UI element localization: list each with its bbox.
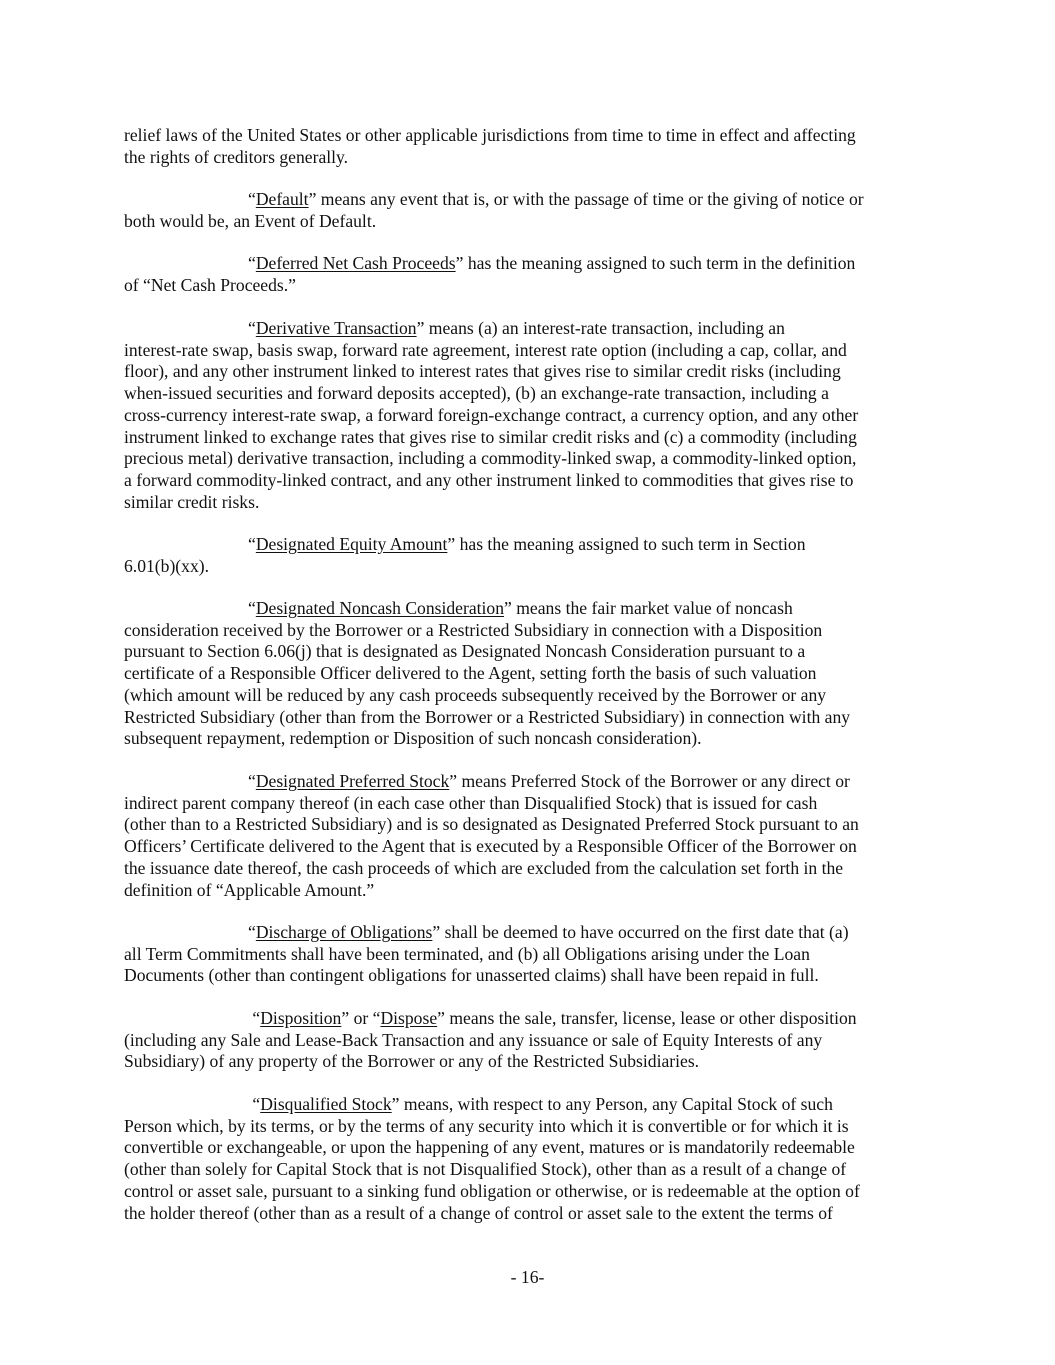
text-line: relief laws of the United States or other applicable jurisdictions from time to time in effect and affecting bbox=[124, 125, 856, 145]
definition-text: means, with respect to any Person, any Capital Stock of such bbox=[399, 1094, 833, 1114]
definition-lead-line bbox=[124, 253, 930, 275]
definition-default bbox=[124, 189, 930, 232]
defined-term: Disposition bbox=[260, 1008, 342, 1028]
definition-lead-line bbox=[124, 1094, 930, 1116]
open-quote: “ bbox=[248, 253, 256, 273]
defined-term: Designated Noncash Consideration bbox=[255, 598, 505, 618]
text-line: subsequent repayment, redemption or Disposition of such noncash consideration). bbox=[124, 728, 702, 749]
text-line: (other than solely for Capital Stock that is not Disqualified Stock), other than as a result of a change of bbox=[124, 1159, 847, 1180]
close-quote: ” bbox=[437, 1008, 445, 1028]
open-quote: “ bbox=[248, 1094, 261, 1114]
definition-lead-line bbox=[124, 1008, 930, 1030]
text-line: convertible or exchangeable, or upon the happening of any event, matures or is mandatorily redeemable bbox=[124, 1137, 855, 1158]
text-line: floor), and any other instrument linked to interest rates that gives rise to similar credit risks (including bbox=[124, 361, 841, 382]
text-line: of “Net Cash Proceeds.” bbox=[124, 274, 296, 295]
text-line: Restricted Subsidiary (other than from the Borrower or a Restricted Subsidiary) in connection with any bbox=[124, 706, 851, 727]
page-number: - 16- bbox=[510, 1267, 545, 1287]
text-line: 6.01(b)(xx). bbox=[124, 555, 210, 576]
text-line: (including any Sale and Lease-Back Transaction and any issuance or sale of Equity Interests of any bbox=[124, 1029, 823, 1050]
text-line: certificate of a Responsible Officer delivered to the Agent, setting forth the basis of such valuation bbox=[124, 663, 817, 684]
text-line: all Term Commitments shall have been terminated, and (b) all Obligations arising under the Loan bbox=[124, 943, 810, 964]
text-line: instrument linked to exchange rates that gives rise to similar credit risks and (c) a commodity (including bbox=[124, 426, 857, 447]
text-line: (which amount will be reduced by any cash proceeds subsequently received by the Borrower or any bbox=[124, 684, 827, 705]
text-line: consideration received by the Borrower or a Restricted Subsidiary in connection with a Disposition bbox=[124, 619, 823, 640]
open-quote: “ bbox=[248, 534, 256, 554]
close-quote: ” bbox=[391, 1094, 400, 1114]
definition-designated-noncash-consideration bbox=[124, 598, 930, 750]
definition-text: means any event that is, or with the passage of time or the giving of notice or bbox=[316, 189, 864, 209]
close-quote: ” bbox=[504, 598, 512, 618]
defined-term: Dispose bbox=[380, 1008, 438, 1028]
definition-derivative-transaction bbox=[124, 318, 930, 513]
definition-text: has the meaning assigned to such term in Section bbox=[455, 534, 806, 554]
text-line: Documents (other than contingent obligations for unasserted claims) shall have been repaid in full. bbox=[124, 965, 819, 986]
text-line: the issuance date thereof, the cash proceeds of which are excluded from the calculation set forth in the bbox=[124, 857, 844, 878]
defined-term: Designated Equity Amount bbox=[255, 534, 448, 554]
defined-term: Deferred Net Cash Proceeds bbox=[255, 253, 456, 273]
close-quote: ” bbox=[308, 189, 317, 209]
text-line: (other than to a Restricted Subsidiary) and is so designated as Designated Preferred Stock pursuant to an bbox=[124, 814, 859, 835]
text-line: cross-currency interest-rate swap, a forward foreign-exchange contract, a currency option, and any other bbox=[124, 404, 859, 425]
paragraph-relief-laws bbox=[124, 125, 930, 168]
text-line: control or asset sale, pursuant to a sinking fund obligation or otherwise, or is redeemable at the option of bbox=[124, 1180, 860, 1201]
text-line: the rights of creditors generally. bbox=[124, 146, 349, 167]
open-quote: “ bbox=[248, 189, 256, 209]
definition-deferred-net-cash-proceeds bbox=[124, 253, 930, 296]
open-quote: “ bbox=[248, 1008, 261, 1028]
definition-lead-line bbox=[124, 534, 930, 556]
text-line: a forward commodity-linked contract, and any other instrument linked to commodities that gives rise to bbox=[124, 469, 854, 490]
definition-lead-line bbox=[124, 922, 930, 944]
definition-discharge-of-obligations bbox=[124, 922, 930, 987]
definition-text: has the meaning assigned to such term in the definition bbox=[463, 253, 856, 273]
definition-designated-equity-amount bbox=[124, 534, 930, 577]
definition-text: means the fair market value of noncash bbox=[511, 598, 793, 618]
text-line: Officers’ Certificate delivered to the Agent that is executed by a Responsible Officer of the Borrower on bbox=[124, 836, 857, 857]
close-quote: ” bbox=[416, 318, 425, 338]
open-quote: “ bbox=[248, 922, 256, 942]
definition-text: means the sale, transfer, license, lease or other disposition bbox=[444, 1008, 857, 1028]
connector-text: or “ bbox=[349, 1008, 381, 1028]
text-line: both would be, an Event of Default. bbox=[124, 210, 377, 231]
text-line: interest-rate swap, basis swap, forward rate agreement, interest rate option (including a cap, collar, and bbox=[124, 339, 847, 360]
text-line: the holder thereof (other than as a result of a change of control or asset sale to the extent the terms of bbox=[124, 1202, 833, 1223]
definition-lead-line bbox=[124, 318, 930, 340]
text-line: Subsidiary) of any property of the Borrower or any of the Restricted Subsidiaries. bbox=[124, 1051, 700, 1072]
close-quote: ” bbox=[449, 771, 458, 791]
text-line: definition of “Applicable Amount.” bbox=[124, 879, 375, 900]
definition-text: means (a) an interest-rate transaction, including an bbox=[424, 318, 785, 338]
definition-lead-line bbox=[124, 189, 930, 211]
defined-term: Derivative Transaction bbox=[255, 318, 417, 338]
defined-term: Discharge of Obligations bbox=[255, 922, 433, 942]
open-quote: “ bbox=[248, 318, 256, 338]
text-line: when-issued securities and forward deposits accepted), (b) an exchange-rate transaction, including a bbox=[124, 383, 829, 404]
defined-term: Designated Preferred Stock bbox=[255, 771, 450, 791]
definition-lead-line bbox=[124, 598, 930, 620]
text-line: pursuant to Section 6.06(j) that is designated as Designated Noncash Consideration pursuant to a bbox=[124, 641, 806, 662]
definition-lead-line bbox=[124, 771, 930, 793]
open-quote: “ bbox=[248, 771, 256, 791]
text-line: similar credit risks. bbox=[124, 491, 260, 512]
definition-disqualified-stock bbox=[124, 1094, 930, 1224]
definition-disposition bbox=[124, 1008, 930, 1073]
text-line: Person which, by its terms, or by the terms of any security into which it is convertible or for which it is bbox=[124, 1115, 849, 1136]
definition-designated-preferred-stock bbox=[124, 771, 930, 901]
close-quote: ” bbox=[341, 1008, 350, 1028]
definition-text: means Preferred Stock of the Borrower or any direct or bbox=[457, 771, 850, 791]
defined-term: Default bbox=[255, 189, 309, 209]
definition-text: shall be deemed to have occurred on the first date that (a) bbox=[440, 922, 849, 942]
close-quote: ” bbox=[455, 253, 464, 273]
close-quote: ” bbox=[432, 922, 441, 942]
text-line: indirect parent company thereof (in each case other than Disqualified Stock) that is issued for cash bbox=[124, 792, 818, 813]
close-quote: ” bbox=[447, 534, 456, 554]
text-line: precious metal) derivative transaction, including a commodity-linked swap, a commodity-linked option, bbox=[124, 448, 857, 469]
open-quote: “ bbox=[248, 598, 256, 618]
defined-term: Disqualified Stock bbox=[260, 1094, 392, 1114]
